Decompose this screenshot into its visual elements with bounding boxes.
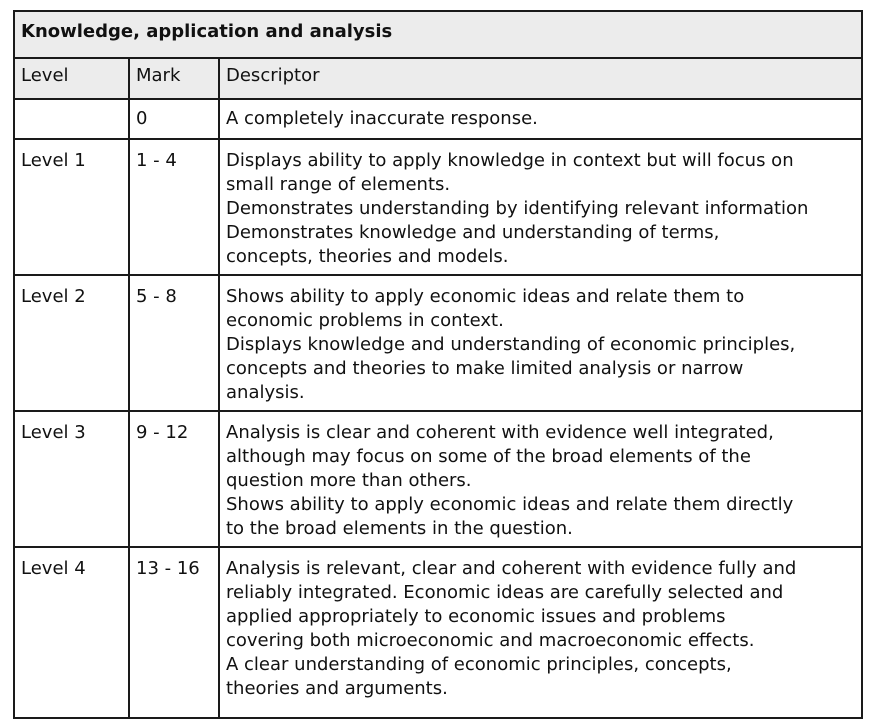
descriptor-line: economic problems in context.	[226, 310, 504, 331]
descriptor-line: Displays ability to apply knowledge in context but will focus on	[226, 150, 794, 171]
table-row	[14, 275, 862, 411]
descriptor-line: Demonstrates understanding by identifying relevant information	[226, 198, 809, 219]
mark-cell: 5 - 8	[129, 275, 219, 411]
level-cell: Level 3	[14, 411, 129, 547]
descriptor-line: concepts and theories to make limited analysis or narrow	[226, 358, 744, 379]
descriptor-line: Shows ability to apply economic ideas and relate them to	[226, 286, 745, 307]
level-cell: Level 1	[14, 139, 129, 275]
table-row	[14, 547, 862, 718]
descriptor-line: covering both microeconomic and macroeconomic effects.	[226, 630, 755, 651]
descriptor-line: A completely inaccurate response.	[226, 108, 538, 129]
table-row	[14, 411, 862, 547]
descriptor-line: Shows ability to apply economic ideas and relate them directly	[226, 494, 794, 515]
descriptor-line: concepts, theories and models.	[226, 246, 509, 267]
descriptor-cell	[219, 275, 862, 411]
mark-scheme-table	[13, 10, 863, 719]
descriptor-cell	[219, 411, 862, 547]
mark-cell: 0	[129, 99, 219, 139]
descriptor-line: question more than others.	[226, 470, 472, 491]
mark-cell: 1 - 4	[129, 139, 219, 275]
descriptor-cell	[219, 99, 862, 139]
descriptor-cell	[219, 547, 862, 718]
table-header-row	[14, 58, 862, 99]
descriptor-line: analysis.	[226, 382, 305, 403]
descriptor-line: Displays knowledge and understanding of economic principles,	[226, 334, 796, 355]
level-cell	[14, 99, 129, 139]
descriptor-line: reliably integrated. Economic ideas are carefully selected and	[226, 582, 784, 603]
mark-cell: 13 - 16	[129, 547, 219, 718]
descriptor-line: A clear understanding of economic principles, concepts,	[226, 654, 732, 675]
descriptor-line: theories and arguments.	[226, 678, 448, 699]
header-level: Level	[14, 58, 129, 99]
descriptor-line: Analysis is clear and coherent with evidence well integrated,	[226, 422, 774, 443]
level-cell: Level 4	[14, 547, 129, 718]
table-row	[14, 139, 862, 275]
descriptor-line: small range of elements.	[226, 174, 451, 195]
descriptor-line: Demonstrates knowledge and understanding of terms,	[226, 222, 720, 243]
descriptor-line: Analysis is relevant, clear and coherent with evidence fully and	[226, 558, 797, 579]
descriptor-line: to the broad elements in the question.	[226, 518, 573, 539]
descriptor-line: applied appropriately to economic issues and problems	[226, 606, 726, 627]
descriptor-cell	[219, 139, 862, 275]
table-title-row	[14, 11, 862, 58]
header-descriptor: Descriptor	[219, 58, 862, 99]
level-cell: Level 2	[14, 275, 129, 411]
table-title: Knowledge, application and analysis	[14, 11, 862, 58]
table-row	[14, 99, 862, 139]
mark-cell: 9 - 12	[129, 411, 219, 547]
header-mark: Mark	[129, 58, 219, 99]
descriptor-line: although may focus on some of the broad elements of the	[226, 446, 751, 467]
